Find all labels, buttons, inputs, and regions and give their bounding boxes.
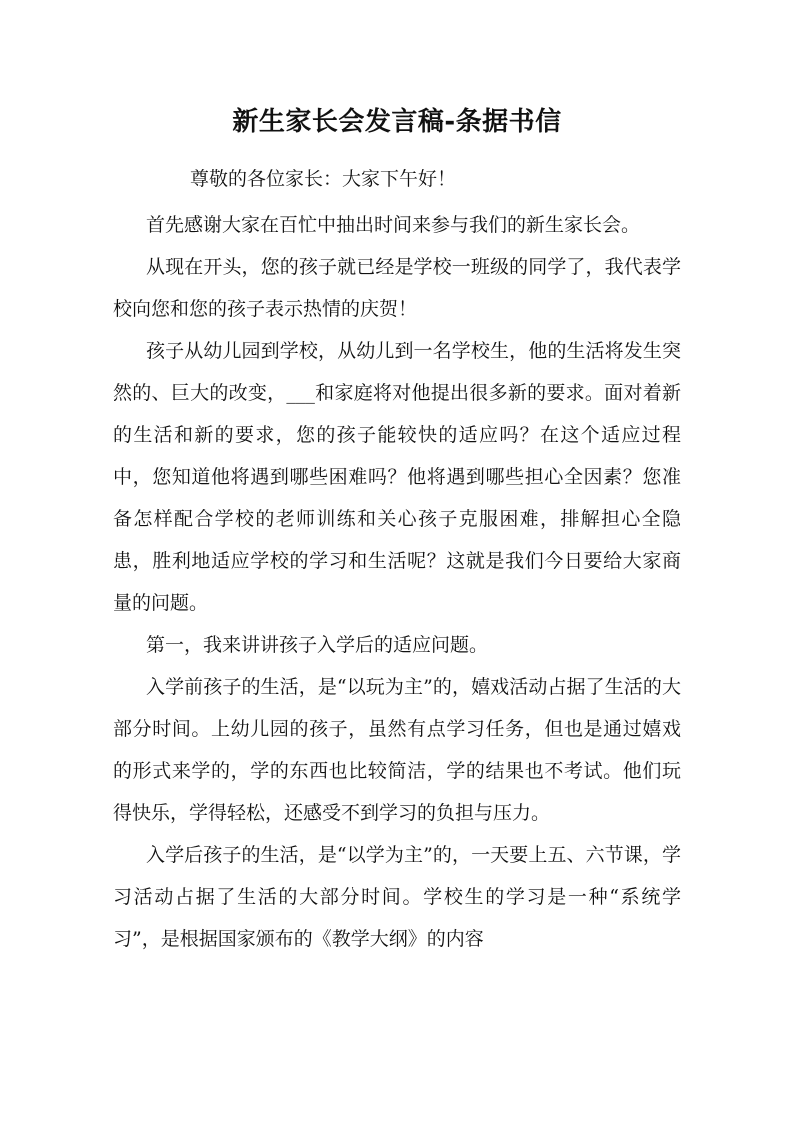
paragraph: 第一，我来讲讲孩子入学后的适应问题。 <box>146 634 489 656</box>
document-title: 新生家长会发言稿-条据书信 <box>232 107 562 137</box>
paragraph: 孩子从幼儿园到学校，从幼儿到一名学校生，他的生活将发生突然的、巨大的改变，___和家庭将对他提出很多新的要求。面对着新的生活和新的要求，您的孩子能较快的适应吗？在这个适应过程中，您知道他将遇到哪些困难吗？他将遇到哪些担心全因素？您准备怎样配合学校的老师训练和关心孩子克服困难，排解担心全隐患，胜利地适应学校的学习和生活呢？这就是我们今日要给大家商量的问题。 <box>113 340 681 614</box>
paragraph: 入学前孩子的生活，是“以玩为主”的，嬉戏活动占据了生活的大部分时间。上幼儿园的孩子，虽然有点学习任务，但也是通过嬉戏的形式来学的，学的东西也比较简洁，学的结果也不考试。他们玩得快乐，学得轻松，还感受不到学习的负担与压力。 <box>113 676 681 824</box>
paragraph: 入学后孩子的生活，是“以学为主”的，一天要上五、六节课，学习活动占据了生活的大部分时间。学校生的学习是一种“系统学习”，是根据国家颁布的《教学大纲》的内容 <box>113 844 681 950</box>
paragraph: 从现在开头，您的孩子就已经是学校一班级的同学了，我代表学校向您和您的孩子表示热情的庆贺！ <box>113 256 681 320</box>
greeting-line: 尊敬的各位家长：大家下午好！ <box>190 168 457 190</box>
document-body <box>113 204 681 960</box>
paragraph: 首先感谢大家在百忙中抽出时间来参与我们的新生家长会。 <box>146 214 641 236</box>
